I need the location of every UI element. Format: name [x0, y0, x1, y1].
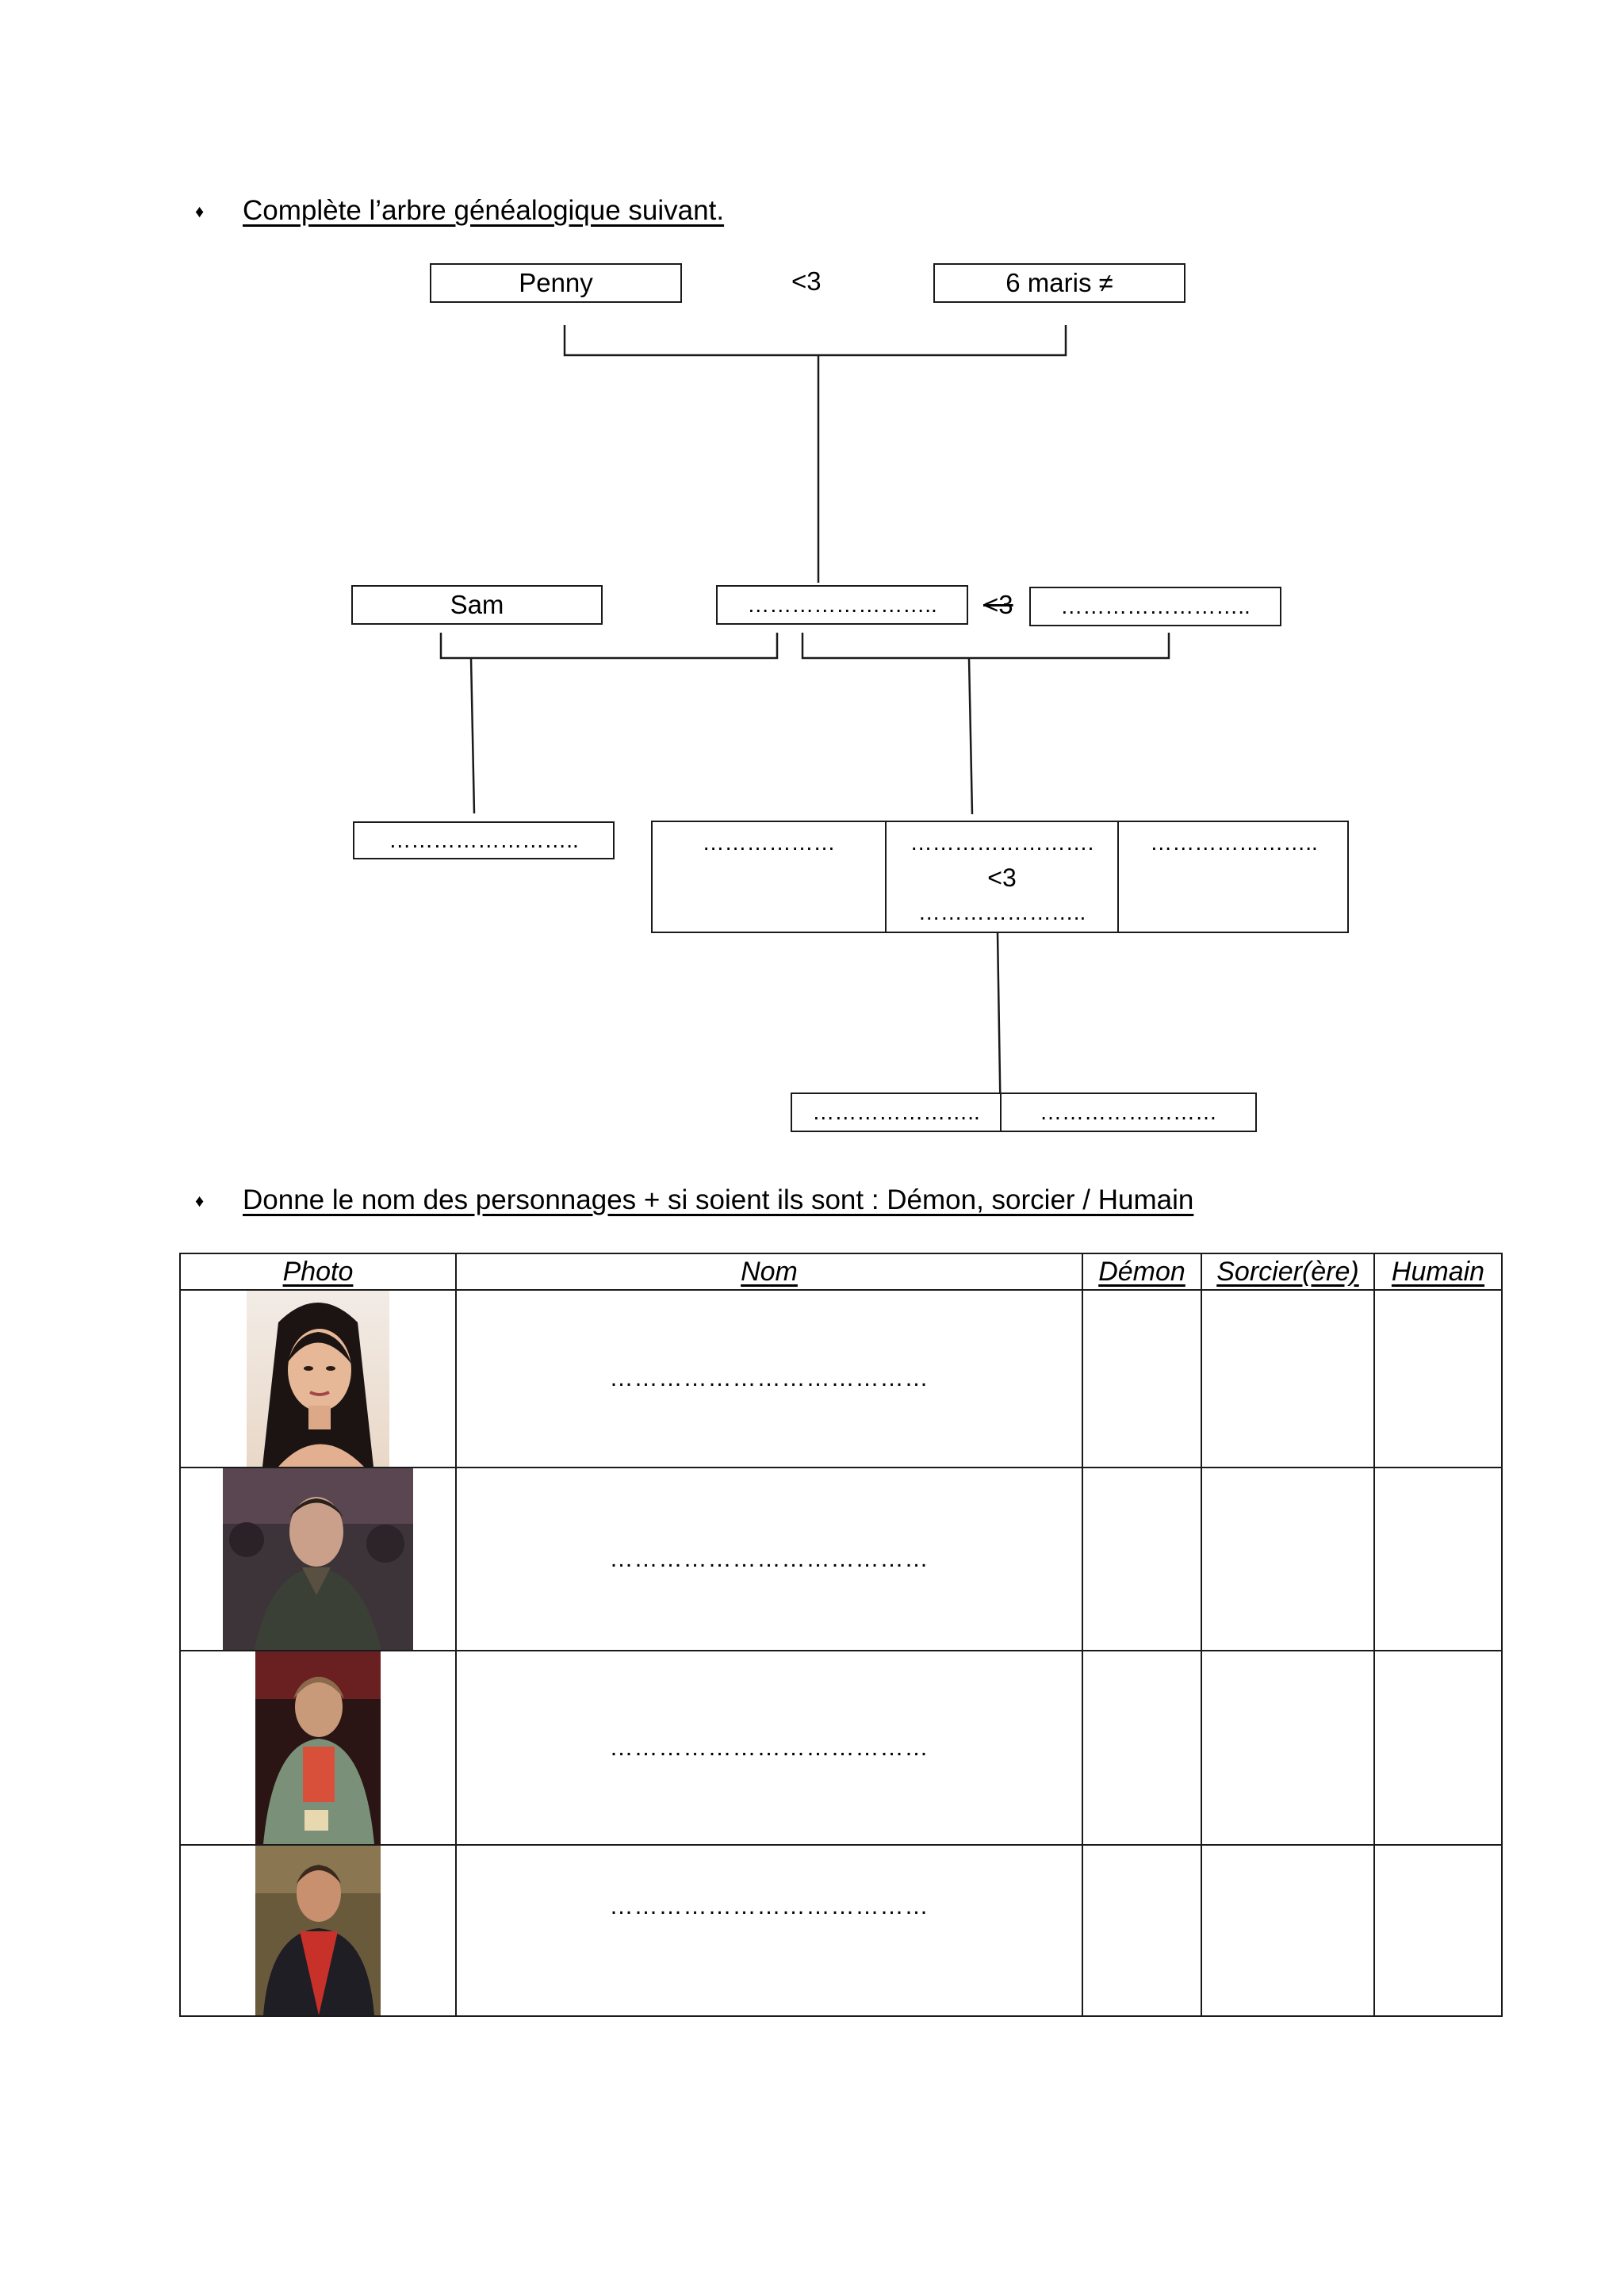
- header-witch: Sorcier(ère): [1201, 1253, 1374, 1290]
- love-symbol-struck: <3: [983, 590, 1013, 619]
- tree-blank-chris[interactable]: ……………………: [1000, 1093, 1257, 1132]
- tree-blank-victor[interactable]: ……………………..: [1029, 587, 1281, 626]
- name-blank[interactable]: …………………………………: [609, 1545, 929, 1572]
- name-blank[interactable]: …………………………………: [609, 1734, 929, 1761]
- table-header-row: [180, 1253, 1502, 1290]
- tree-box-sam: Sam: [351, 585, 603, 625]
- demon-check-cell[interactable]: [1082, 1845, 1201, 2016]
- tree-box-husbands: 6 maris ≠: [933, 263, 1185, 303]
- photo-woman-dark-hair: [247, 1291, 389, 1467]
- tree-blank-patty[interactable]: ……………………..: [716, 585, 968, 625]
- witch-check-cell[interactable]: [1201, 1845, 1374, 2016]
- tree-blank-wyatt[interactable]: …………………..: [791, 1093, 1002, 1132]
- demon-check-cell[interactable]: [1082, 1290, 1201, 1468]
- tree-blank-piper[interactable]: …………………….: [910, 830, 1094, 855]
- table-row: [180, 1468, 1502, 1651]
- characters-heading: Donne le nom des personnages + si soient ils sont : Démon, sorcier / Humain: [243, 1184, 1194, 1215]
- gen2-right-stem: [969, 658, 972, 814]
- photo-man-jacket: [223, 1468, 413, 1650]
- tree-blank-prue[interactable]: ………………: [702, 830, 836, 855]
- table-row: [180, 1290, 1502, 1468]
- characters-table: [179, 1253, 1503, 2017]
- human-check-cell[interactable]: [1374, 1290, 1502, 1468]
- bullet-diamond-icon: ♦: [195, 1191, 205, 1211]
- photo-cell: [180, 1290, 456, 1468]
- name-cell[interactable]: [456, 1845, 1082, 2016]
- photo-cell: [180, 1651, 456, 1845]
- human-check-cell[interactable]: [1374, 1468, 1502, 1651]
- human-check-cell[interactable]: [1374, 1651, 1502, 1845]
- human-check-cell[interactable]: [1374, 1845, 1502, 2016]
- witch-check-cell[interactable]: [1201, 1651, 1374, 1845]
- name-cell[interactable]: [456, 1468, 1082, 1651]
- photo-older-woman: [255, 1651, 381, 1844]
- love-symbol: <3: [791, 266, 822, 296]
- gen1-bracket: [565, 325, 1066, 355]
- name-cell[interactable]: [456, 1290, 1082, 1468]
- photo-man-red-shirt: [255, 1846, 381, 2015]
- name-cell[interactable]: [456, 1651, 1082, 1845]
- demon-check-cell[interactable]: [1082, 1651, 1201, 1845]
- love-symbol: <3: [987, 863, 1017, 892]
- header-name: Nom: [456, 1253, 1082, 1290]
- header-demon: Démon: [1082, 1253, 1201, 1290]
- demon-check-cell[interactable]: [1082, 1468, 1201, 1651]
- tree-blank-phoebe[interactable]: …………………..: [1150, 830, 1318, 855]
- photo-cell: [180, 1845, 456, 2016]
- tree-sisters-group: [651, 821, 1349, 933]
- tree-box-penny: Penny: [430, 263, 682, 303]
- witch-check-cell[interactable]: [1201, 1468, 1374, 1651]
- gen2-left-stem: [471, 658, 474, 813]
- gen2-right-bracket: [802, 633, 1169, 658]
- table-row: [180, 1651, 1502, 1845]
- witch-check-cell[interactable]: [1201, 1290, 1374, 1468]
- photo-cell: [180, 1468, 456, 1651]
- tree-blank-leo[interactable]: …………………..: [917, 900, 1086, 924]
- tree-blank-paige[interactable]: ……………………..: [353, 821, 615, 859]
- gen2-left-bracket: [441, 633, 777, 658]
- header-human: Humain: [1374, 1253, 1502, 1290]
- tree-heading: Complète l’arbre généalogique suivant.: [243, 195, 725, 226]
- bullet-diamond-icon: ♦: [195, 201, 205, 221]
- name-blank[interactable]: …………………………………: [609, 1365, 929, 1391]
- table-row: [180, 1845, 1502, 2016]
- header-photo: Photo: [180, 1253, 456, 1290]
- name-blank[interactable]: …………………………………: [609, 1893, 929, 1919]
